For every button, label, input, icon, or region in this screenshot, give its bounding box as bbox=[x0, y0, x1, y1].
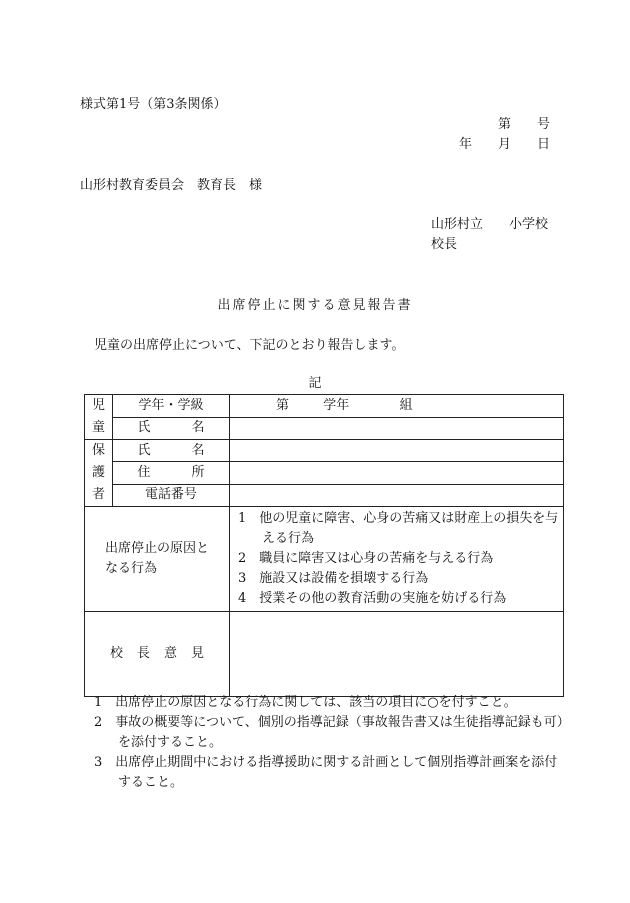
cause-label-text: 出席停止の原因となる行為 bbox=[105, 541, 210, 576]
child-name-value[interactable] bbox=[230, 417, 564, 440]
guardian-name-label: 氏 名 bbox=[113, 440, 230, 462]
guardian-group-text: 保護者 bbox=[91, 443, 105, 502]
cause-item-3[interactable]: 3 施設又は設備を損壊する行為 bbox=[238, 571, 429, 586]
cause-item-2[interactable]: 2 職員に障害又は心身の苦痛を与える行為 bbox=[238, 551, 494, 566]
sender-title: 校長 bbox=[431, 237, 458, 252]
table-row bbox=[85, 462, 564, 484]
guardian-group-label bbox=[85, 440, 113, 507]
table-row bbox=[85, 612, 564, 697]
sender-school: 山形村立 小学校 bbox=[431, 217, 549, 232]
ki-heading: 記 bbox=[308, 376, 322, 391]
intro-text: 児童の出席停止について、下記のとおり報告します。 bbox=[94, 338, 405, 353]
principal-opinion-label: 校長意見 bbox=[85, 612, 230, 697]
cause-item-4[interactable]: 4 授業その他の教育活動の実施を妨げる行為 bbox=[238, 591, 507, 606]
note-1: 1 出席停止の原因となる行為に関しては、該当の項目に○を付すこと。 bbox=[94, 695, 517, 710]
addressee: 山形村教育委員会 教育長 様 bbox=[80, 178, 263, 193]
child-group-label bbox=[85, 395, 113, 440]
table-row bbox=[85, 440, 564, 462]
cause-list bbox=[230, 507, 564, 612]
grade-label: 学年・学級 bbox=[113, 395, 230, 418]
principal-opinion-value[interactable] bbox=[230, 612, 564, 697]
grade-kumi: 組 bbox=[399, 397, 413, 413]
guardian-name-value[interactable] bbox=[230, 440, 564, 462]
grade-gakunen: 学年 bbox=[323, 397, 350, 413]
date-line: 年 月 日 bbox=[459, 137, 551, 152]
cause-label bbox=[85, 507, 230, 612]
document-number: 第 号 bbox=[498, 117, 551, 132]
phone-label: 電話番号 bbox=[113, 484, 230, 506]
grade-value-cell[interactable] bbox=[230, 395, 564, 418]
report-table bbox=[84, 394, 564, 697]
phone-value[interactable] bbox=[230, 484, 564, 506]
table-row bbox=[85, 507, 564, 612]
grade-dai: 第 bbox=[276, 397, 290, 413]
cause-item-1[interactable]: 1 他の児童に障害、心身の苦痛又は財産上の損失を与える行為 bbox=[238, 511, 559, 546]
table-row bbox=[85, 417, 564, 440]
note-2: 2 事故の概要等について、個別の指導記録（事故報告書又は生徒指導記録も可）を添付すること。 bbox=[94, 715, 564, 750]
address-label: 住 所 bbox=[113, 462, 230, 484]
table-row bbox=[85, 395, 564, 418]
child-name-label: 氏 名 bbox=[113, 417, 230, 440]
table-row bbox=[85, 484, 564, 506]
notes bbox=[94, 693, 564, 793]
address-value[interactable] bbox=[230, 462, 564, 484]
document-title: 出席停止に関する意見報告書 bbox=[217, 298, 413, 313]
child-group-text: 児童 bbox=[91, 398, 105, 435]
note-3: 3 出席停止期間中における指導援助に関する計画として個別指導計画案を添付すること。 bbox=[94, 755, 558, 790]
form-number: 様式第1号（第3条関係） bbox=[80, 97, 227, 112]
